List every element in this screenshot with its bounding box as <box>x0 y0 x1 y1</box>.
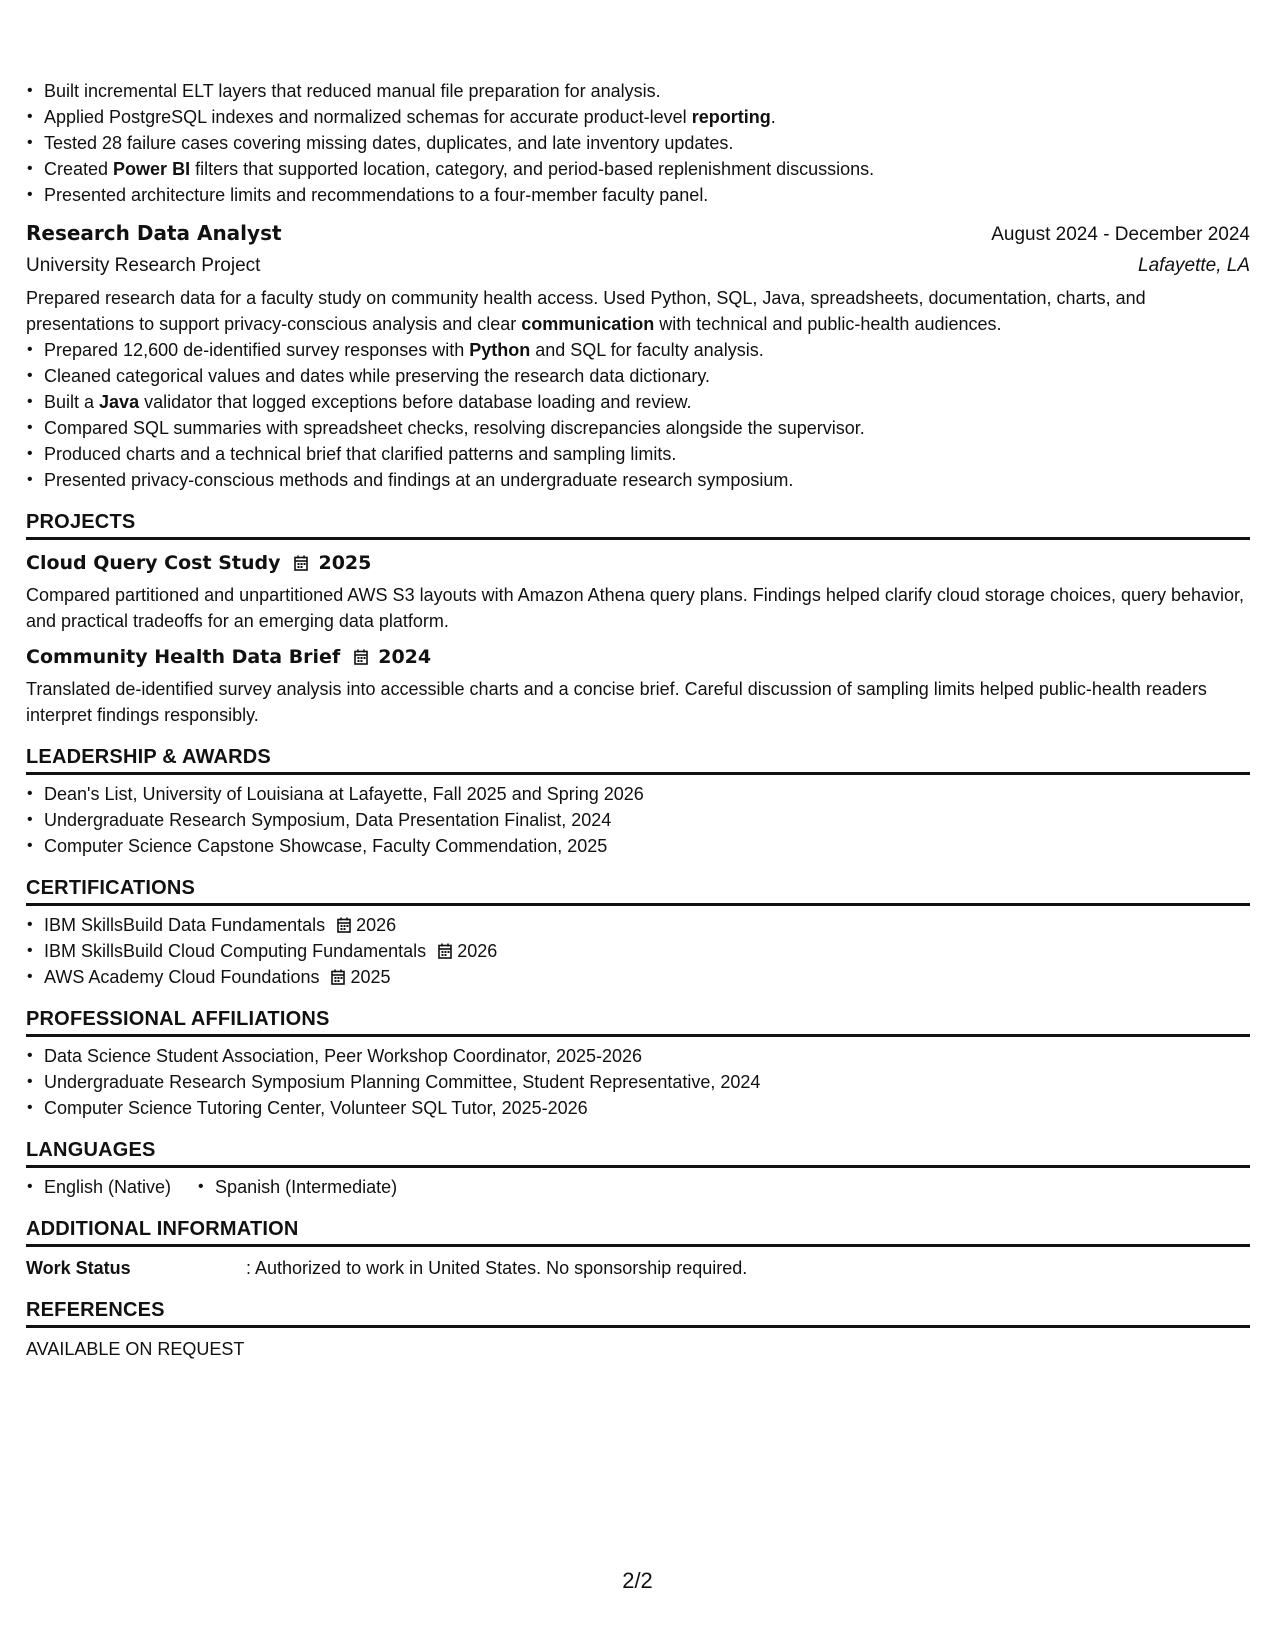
job-subheader <box>26 253 1250 279</box>
list-item: • Computer Science Capstone Showcase, Faculty Commendation, 2025 <box>44 833 1250 859</box>
list-item: • Presented architecture limits and recommendations to a four-member faculty panel. <box>44 182 1250 208</box>
list-item: • IBM SkillsBuild Cloud Computing Fundamentals 2026 <box>44 938 1250 964</box>
project-header <box>26 644 1250 670</box>
list-item: • Dean's List, University of Louisiana at Lafayette, Fall 2025 and Spring 2026 <box>44 781 1250 807</box>
project-header <box>26 550 1250 576</box>
project-description: Compared partitioned and unpartitioned AWS S3 layouts with Amazon Athena query plans. Findings helped clarify cloud storage choices, query behavior, and practical tradeoffs for an emerging data platform. <box>26 585 1245 631</box>
references-text: AVAILABLE ON REQUEST <box>26 1339 245 1359</box>
list-item: • Applied PostgreSQL indexes and normalized schemas for accurate product-level reporting. <box>44 104 1250 130</box>
page-number: 2/2 <box>622 1568 653 1593</box>
section-title-references: REFERENCES <box>26 1297 1250 1328</box>
list-item: • Produced charts and a technical brief that clarified patterns and sampling limits. <box>44 441 1250 467</box>
section-title-languages: LANGUAGES <box>26 1137 1250 1168</box>
calendar-icon <box>337 917 351 933</box>
job-organization: University Research Project <box>26 255 261 276</box>
job-summary: Prepared research data for a faculty study on community health access. Used Python, SQL, Java, spreadsheets, documentation, charts, and presentations to support privacy-conscious analysis and clear communication with technical and public-health audiences. <box>26 288 1146 334</box>
project-name: Cloud Query Cost Study <box>26 552 281 574</box>
list-item: • Tested 28 failure cases covering missing dates, duplicates, and late inventory updates. <box>44 130 1250 156</box>
job-title: Research Data Analyst <box>26 221 282 245</box>
project-description: Translated de-identified survey analysis into accessible charts and a concise brief. Careful discussion of sampling limits helped public-health readers interpret findings responsibly. <box>26 679 1207 725</box>
calendar-icon <box>294 555 308 571</box>
job-location: Lafayette, LA <box>1138 255 1250 276</box>
list-item: • Built incremental ELT layers that reduced manual file preparation for analysis. <box>44 78 1250 104</box>
list-item: • AWS Academy Cloud Foundations 2025 <box>44 964 1250 990</box>
list-item: • Built a Java validator that logged exceptions before database loading and review. <box>44 389 1250 415</box>
work-status-value: : Authorized to work in United States. No sponsorship required. <box>246 1258 748 1278</box>
list-item: • Computer Science Tutoring Center, Volunteer SQL Tutor, 2025-2026 <box>44 1095 1250 1121</box>
job-header <box>26 220 1250 248</box>
list-item: • English (Native) <box>44 1174 171 1200</box>
resume-page <box>26 78 1250 1362</box>
calendar-icon <box>331 969 345 985</box>
awards-list <box>26 781 1250 859</box>
job-bullets <box>26 337 1250 493</box>
list-item: • Created Power BI filters that supported location, category, and period-based replenishment discussions. <box>44 156 1250 182</box>
section-title-additional: ADDITIONAL INFORMATION <box>26 1216 1250 1247</box>
list-item: • IBM SkillsBuild Data Fundamentals 2026 <box>44 912 1250 938</box>
work-status-row <box>26 1255 1250 1281</box>
prev-job-bullets <box>26 78 1250 208</box>
list-item: • Prepared 12,600 de-identified survey responses with Python and SQL for faculty analysis. <box>44 337 1250 363</box>
work-status-label: Work Status <box>26 1258 131 1278</box>
certifications-list <box>26 912 1250 990</box>
job-dates: August 2024 - December 2024 <box>991 224 1250 245</box>
section-title-certifications: CERTIFICATIONS <box>26 875 1250 906</box>
list-item: • Presented privacy-conscious methods and findings at an undergraduate research symposium. <box>44 467 1250 493</box>
list-item: • Data Science Student Association, Peer Workshop Coordinator, 2025-2026 <box>44 1043 1250 1069</box>
list-item: • Cleaned categorical values and dates while preserving the research data dictionary. <box>44 363 1250 389</box>
section-title-awards: LEADERSHIP & AWARDS <box>26 744 1250 775</box>
section-title-affiliations: PROFESSIONAL AFFILIATIONS <box>26 1006 1250 1037</box>
list-item: • Compared SQL summaries with spreadsheet checks, resolving discrepancies alongside the supervisor. <box>44 415 1250 441</box>
affiliations-list <box>26 1043 1250 1121</box>
list-item: • Undergraduate Research Symposium Planning Committee, Student Representative, 2024 <box>44 1069 1250 1095</box>
project-name: Community Health Data Brief <box>26 646 341 668</box>
list-item: • Undergraduate Research Symposium, Data Presentation Finalist, 2024 <box>44 807 1250 833</box>
section-title-projects: PROJECTS <box>26 509 1250 540</box>
project-year: 2025 <box>318 552 372 574</box>
calendar-icon <box>438 943 452 959</box>
list-item: • Spanish (Intermediate) <box>215 1174 397 1200</box>
languages-list <box>26 1174 1250 1200</box>
calendar-icon <box>354 649 368 665</box>
project-year: 2024 <box>378 646 432 668</box>
